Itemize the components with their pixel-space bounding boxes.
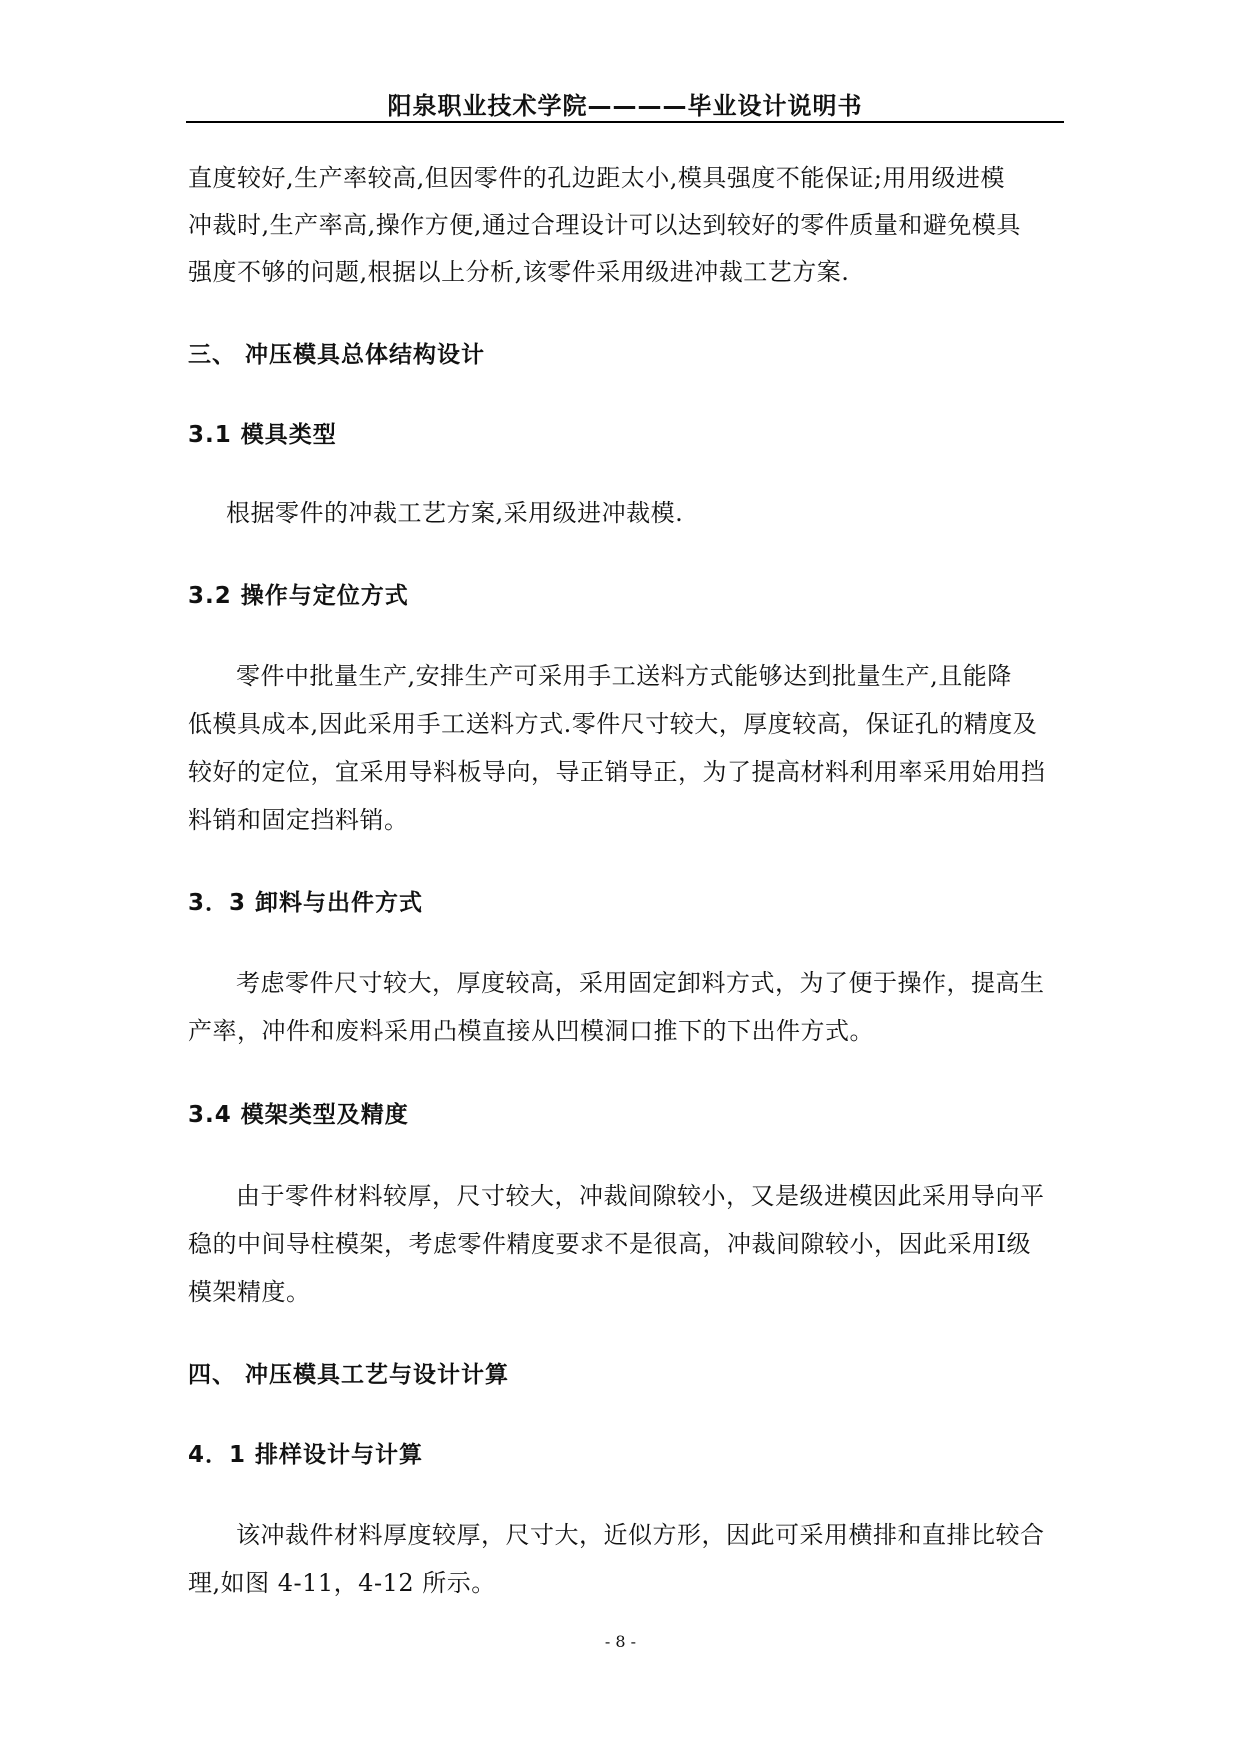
body-line: 料销和固定挡料销。 — [188, 806, 409, 834]
body-line: 根据零件的冲裁工艺方案,采用级进冲裁模. — [226, 499, 684, 527]
section-heading: 3.1 模具类型 — [188, 422, 337, 448]
section-heading: 3.4 模架类型及精度 — [188, 1102, 409, 1128]
section-heading: 四、 冲压模具工艺与设计计算 — [188, 1362, 510, 1388]
body-line: 直度较好,生产率较高,但因零件的孔边距太小,模具强度不能保证;用用级进模 — [188, 164, 1005, 192]
body-line: 该冲裁件材料厚度较厚，尺寸大，近似方形，因此可采用横排和直排比较合 — [236, 1521, 1045, 1549]
page-header-title: 阳泉职业技术学院————毕业设计说明书 — [387, 92, 863, 120]
body-line: 低模具成本,因此采用手工送料方式.零件尺寸较大，厚度较高，保证孔的精度及 — [188, 710, 1038, 738]
body-line: 理,如图 4-11，4-12 所示。 — [188, 1569, 496, 1597]
body-line: 模架精度。 — [188, 1278, 311, 1306]
body-line: 稳的中间导柱模架，考虑零件精度要求不是很高，冲裁间隙较小，因此采用Ⅰ级 — [188, 1230, 1031, 1258]
section-heading: 3．3 卸料与出件方式 — [188, 890, 424, 916]
header-rule — [186, 121, 1064, 123]
body-line: 强度不够的问题,根据以上分析,该零件采用级进冲裁工艺方案. — [188, 258, 850, 286]
body-line: 由于零件材料较厚，尺寸较大，冲裁间隙较小，又是级进模因此采用导向平 — [236, 1182, 1045, 1210]
section-heading: 4．1 排样设计与计算 — [188, 1442, 424, 1468]
section-heading: 三、 冲压模具总体结构设计 — [188, 342, 486, 368]
body-line: 产率，冲件和废料采用凸模直接从凹模洞口推下的下出件方式。 — [188, 1017, 874, 1045]
section-heading: 3.2 操作与定位方式 — [188, 583, 409, 609]
body-line: 考虑零件尺寸较大，厚度较高，采用固定卸料方式，为了便于操作，提高生 — [236, 969, 1045, 997]
body-line: 较好的定位，宜采用导料板导向，导正销导正，为了提高材料利用率采用始用挡 — [188, 758, 1046, 786]
body-line: 冲裁时,生产率高,操作方便,通过合理设计可以达到较好的零件质量和避免模具 — [188, 211, 1021, 239]
body-line: 零件中批量生产,安排生产可采用手工送料方式能够达到批量生产,且能降 — [236, 662, 1012, 690]
page-number: - 8 - — [604, 1632, 637, 1651]
